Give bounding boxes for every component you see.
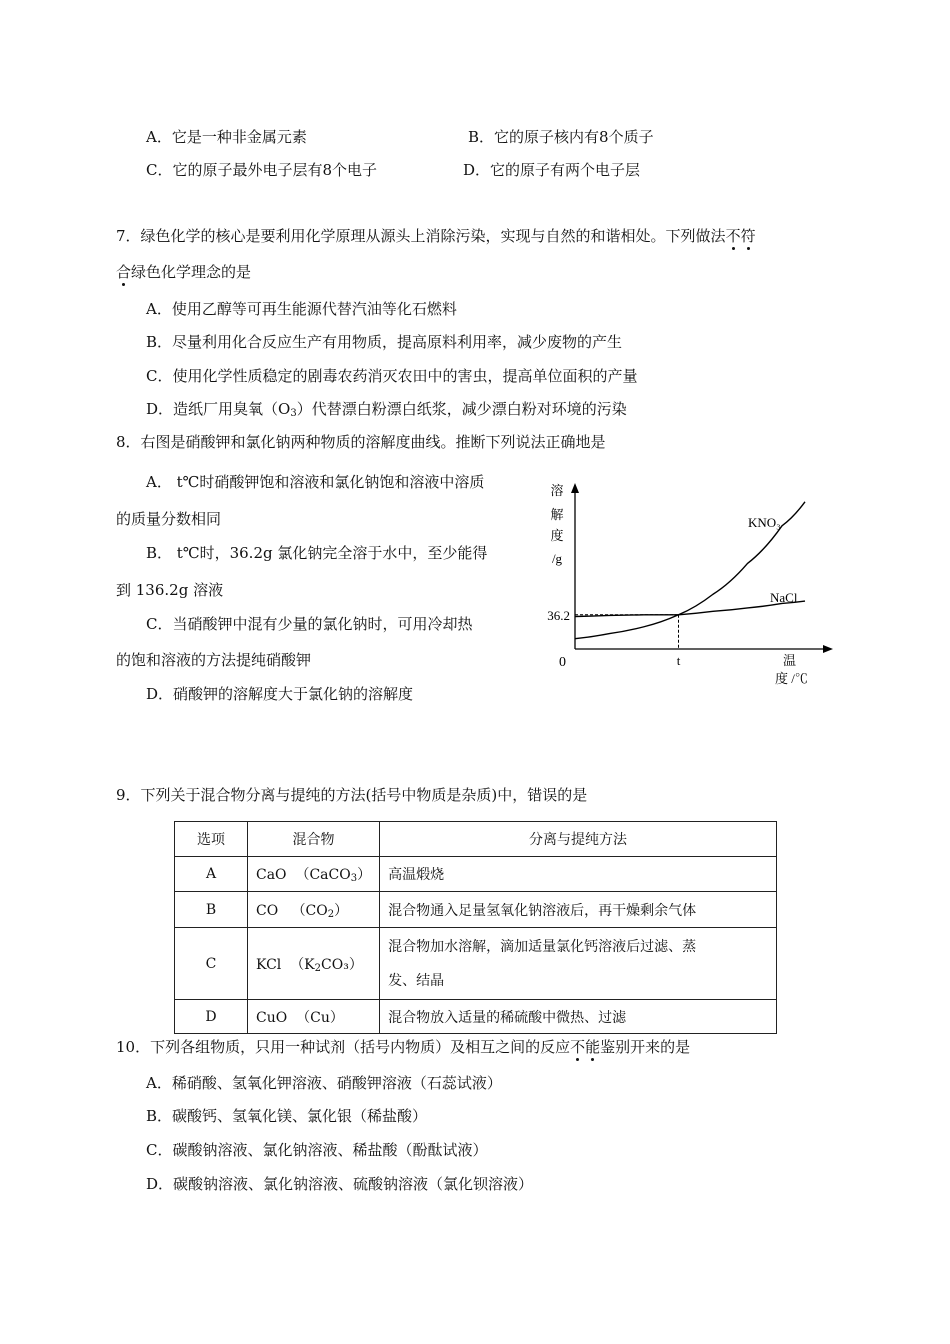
y-axis-label-char: 溶 xyxy=(550,483,564,498)
q9-stem: 9．下列关于混合物分离与提纯的方法(括号中物质是杂质)中，错误的是 xyxy=(116,786,588,804)
y-tick-label: 36.2 xyxy=(547,607,570,623)
table-cell-mixture: CuO （Cu） xyxy=(248,1000,380,1034)
x-axis-label-char: 温 xyxy=(783,653,797,668)
q6-option-a: A．它是一种非金属元素 xyxy=(146,128,307,146)
emphasis-mark: 合 xyxy=(116,263,132,281)
q8-stem: 8．右图是硝酸钾和氯化钠两种物质的溶解度曲线。推断下列说法正确地是 xyxy=(116,433,606,451)
q8-option-b: B． t℃时，36.2g 氯化钠完全溶于水中，至少能得 xyxy=(146,544,488,562)
table-cell-mixture: KCl $(K_2CO_3)$ xyxy=(248,928,380,1000)
q10-stem: 10．下列各组物质，只用一种试剂（括号内物质）及相互之间的反应不能鉴别开来的是 xyxy=(116,1038,691,1056)
q8-option-c: C．当硝酸钾中混有少量的氯化钠时，可用冷却热 xyxy=(146,615,473,633)
table-header: 选项 xyxy=(175,822,248,857)
table-cell-mixture: CaO （CaCO$_3$） xyxy=(248,857,380,892)
q8-option-d: D．硝酸钾的溶解度大于氯化钠的溶解度 xyxy=(146,685,414,703)
table-header-row xyxy=(175,822,777,857)
table-cell-option: D xyxy=(175,1000,248,1034)
q8-option-a: A． t℃时硝酸钾饱和溶液和氯化钠饱和溶液中溶质 xyxy=(146,473,485,491)
table-cell-mixture: CO $(CO_2)$ xyxy=(248,892,380,928)
q6-option-b: B．它的原子核内有8个质子 xyxy=(468,128,654,146)
table-cell-option: A xyxy=(175,857,248,892)
emphasis-mark: 能 xyxy=(585,1038,601,1056)
table-cell-method: 混合物加水溶解，滴加适量氯化钙溶液后过滤、蒸 发、结晶 xyxy=(380,928,777,1000)
x-axis-label-char: 度 /℃ xyxy=(775,671,808,686)
y-axis-label-char: /g xyxy=(551,551,563,566)
q10-option-b: B．碳酸钙、氢氧化镁、氯化银（稀盐酸） xyxy=(146,1107,428,1125)
q10-option-a: A．稀硝酸、氢氧化钾溶液、硝酸钾溶液（石蕊试液） xyxy=(146,1074,502,1092)
chart-axes xyxy=(559,483,833,670)
separation-methods-table xyxy=(174,821,777,1034)
q7-option-b: B．尽量利用化合反应生产有用物质，提高原料利用率，减少废物的产生 xyxy=(146,333,623,351)
y-axis-arrow-icon xyxy=(571,483,579,493)
table-row xyxy=(175,892,777,928)
y-axis-label xyxy=(550,483,563,566)
q6-option-d: D．它的原子有两个电子层 xyxy=(463,161,641,179)
x-axis-label xyxy=(775,653,808,686)
emphasis-mark: 不 xyxy=(725,227,741,245)
q7-option-a: A．使用乙醇等可再生能源代替汽油等化石燃料 xyxy=(146,300,457,318)
series-label: KNO₃ xyxy=(748,515,781,530)
q10-option-d: D．碳酸钠溶液、氯化钠溶液、硫酸钠溶液（氯化钡溶液） xyxy=(146,1175,534,1193)
q8-option-b-continued: 到 136.2g 溶液 xyxy=(116,581,224,599)
table-row xyxy=(175,857,777,892)
table-cell-method: 混合物通入足量氢氧化钠溶液后，再干燥剩余气体 xyxy=(380,892,777,928)
table-cell-method: 高温煅烧 xyxy=(380,857,777,892)
solubility-chart xyxy=(535,475,845,690)
x-tick-label: t xyxy=(676,653,681,668)
origin-label: 0 xyxy=(559,655,566,670)
emphasis-mark: 不 xyxy=(570,1038,586,1056)
table-header: 混合物 xyxy=(248,822,380,857)
q7-option-c: C．使用化学性质稳定的剧毒农药消灭农田中的害虫，提高单位面积的产量 xyxy=(146,367,638,385)
table-header: 分离与提纯方法 xyxy=(380,822,777,857)
emphasis-mark: 符 xyxy=(740,227,756,245)
table-cell-option: B xyxy=(175,892,248,928)
y-axis-label-char: 解 xyxy=(550,507,564,522)
y-axis-label-char: 度 xyxy=(550,528,564,543)
q7-stem-continued: 合绿色化学理念的是 xyxy=(116,263,252,281)
q8-option-a-continued: 的质量分数相同 xyxy=(116,510,222,528)
q10-option-c: C．碳酸钠溶液、氯化钠溶液、稀盐酸（酚酞试液） xyxy=(146,1141,488,1159)
table-cell-method: 混合物放入适量的稀硫酸中微热、过滤 xyxy=(380,1000,777,1034)
q7-option-d: D．造纸厂用臭氧$(O_3)$代替漂白粉漂白纸浆，减少漂白粉对环境的污染 xyxy=(146,400,627,419)
table-row xyxy=(175,1000,777,1034)
q7-stem: 7．绿色化学的核心是要利用化学原理从源头上消除污染，实现与自然的和谐相处。下列做法不符 xyxy=(116,227,756,245)
table-cell-option: C xyxy=(175,928,248,1000)
chart-marks xyxy=(547,502,805,668)
q8-option-c-continued: 的饱和溶液的方法提纯硝酸钾 xyxy=(116,651,312,669)
x-axis-arrow-icon xyxy=(823,645,833,653)
q6-option-c: C．它的原子最外电子层有8个电子 xyxy=(146,161,378,179)
table-row xyxy=(175,928,777,1000)
series-label: NaCl xyxy=(770,590,798,605)
